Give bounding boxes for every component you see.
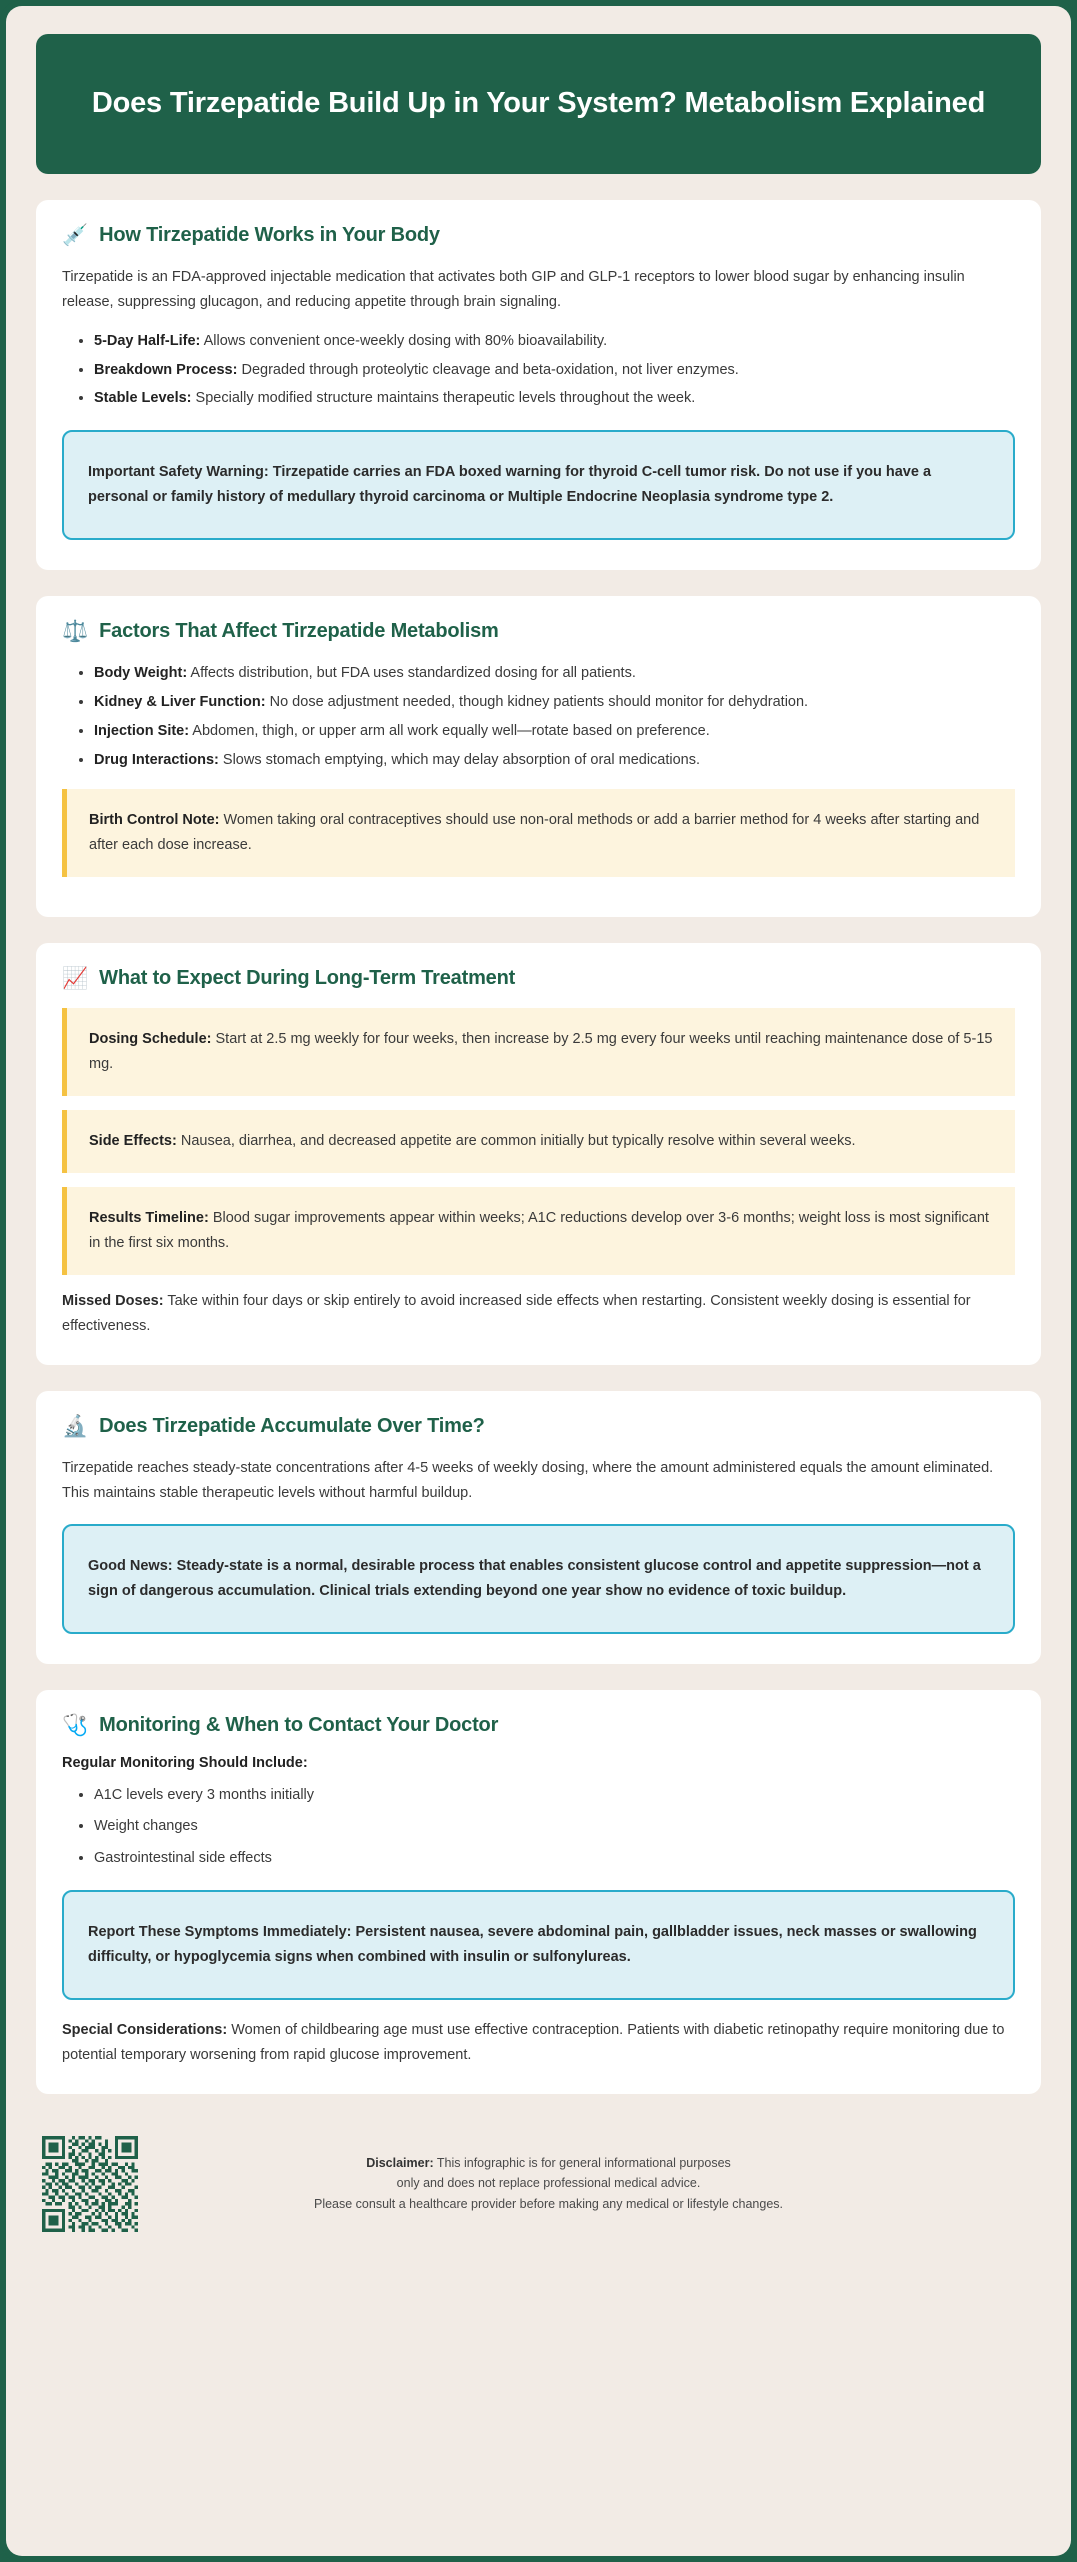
chart-increasing-icon: 📈 [62, 967, 89, 991]
paragraph-text: Women of childbearing age must use effective contraception. Patients with diabetic retinopathy require monitoring due to potential temporary worsening from rapid glucose improvement. [62, 2021, 1005, 2063]
paragraph-label: Special Considerations: [62, 2021, 228, 2038]
microscope-icon: 🔬 [62, 1414, 89, 1438]
bullet-label: Kidney & Liver Function: [94, 693, 266, 710]
disclaimer-line-3: Please consult a healthcare provider before making any medical or lifestyle changes. [313, 2196, 783, 2211]
callout-text: Important Safety Warning: Tirzepatide carries an FDA boxed warning for thyroid C-cell tumor risk. Do not use if you have a personal or family history of medullary thyroid carcinoma or Multiple Endocrine Neoplasia syndrome type 2. [88, 464, 932, 506]
section-intro-paragraph: Tirzepatide reaches steady-state concentrations after 4-5 weeks of weekly dosing, where the amount administered equals the amount eliminated. This maintains stable therapeutic levels without harmful buildup. [62, 1459, 994, 1501]
section-card-accumulation [36, 1391, 1041, 1664]
list-item [94, 661, 1015, 687]
section-card-monitoring [36, 1690, 1041, 2094]
callout-body: Start at 2.5 mg weekly for four weeks, then increase by 2.5 mg every four weeks until reaching maintenance dose of 5-15 mg. [89, 1031, 993, 1073]
disclaimer-label: Disclaimer: [366, 2155, 434, 2170]
bullet-list [62, 661, 1015, 773]
list-item [94, 719, 1015, 745]
section-header [62, 1714, 1015, 1737]
list-item [94, 748, 1015, 774]
qr-code [42, 2136, 138, 2232]
bullet-text: Affects distribution, but FDA uses standardized dosing for all patients. [187, 665, 636, 682]
callout-text: Good News: Steady-state is a normal, desirable process that enables consistent glucose control and appetite suppression—not a sign of dangerous accumulation. Clinical trials extending beyond one year show no evidence of toxic buildup. [88, 1557, 981, 1599]
bullet-text: Abdomen, thigh, or upper arm all work equally well—rotate based on preference. [189, 722, 710, 739]
callout-label: Results Timeline: [89, 1210, 209, 1227]
list-item: • Weight changes [94, 1814, 1015, 1840]
callout-body: Nausea, diarrhea, and decreased appetite are common initially but typically resolve within several weeks. [176, 1133, 856, 1150]
bullet-label: Stable Levels: [94, 390, 192, 407]
side-effects-callout [62, 1110, 1015, 1173]
list-item: • Gastrointestinal side effects [94, 1846, 1015, 1872]
list-item [94, 386, 1015, 412]
callout-text [89, 1206, 993, 1256]
monitoring-bullet-list [62, 1783, 1015, 1872]
safety-warning-callout [62, 430, 1015, 540]
bullet-text: No dose adjustment needed, though kidney patients should monitor for dehydration. [265, 693, 809, 710]
disclaimer-line-1-text: This infographic is for general informational purposes [433, 2155, 731, 2170]
callout-body: Women taking oral contraceptives should use non-oral methods or add a barrier method for 4 weeks after starting and after each dose increase. [89, 812, 980, 854]
section-title: What to Expect During Long-Term Treatment [99, 967, 516, 990]
bullet-text: Specially modified structure maintains therapeutic levels throughout the week. [191, 390, 696, 407]
special-considerations-paragraph [62, 2018, 1015, 2068]
syringe-icon: 💉 [62, 224, 89, 247]
bullet-label: Breakdown Process: [94, 361, 238, 378]
birth-control-note-callout [62, 789, 1015, 877]
report-symptoms-callout [62, 1890, 1015, 2000]
list-item [94, 329, 1015, 355]
scales-icon: ⚖️ [62, 620, 89, 644]
disclaimer-text [158, 2153, 1035, 2215]
bullet-label: Drug Interactions: [94, 751, 219, 768]
callout-text [89, 808, 993, 858]
list-item: • A1C levels every 3 months initially [94, 1783, 1015, 1809]
dosing-schedule-callout [62, 1008, 1015, 1096]
disclaimer-line-1 [158, 2153, 939, 2174]
good-news-callout [62, 1524, 1015, 1634]
list-item [94, 358, 1015, 384]
page-title: Does Tirzepatide Build Up in Your System? Metabolism Explained [91, 87, 986, 120]
section-title: Monitoring & When to Contact Your Doctor [99, 1713, 499, 1736]
infographic-body [6, 6, 1071, 2556]
section-title: Does Tirzepatide Accumulate Over Time? [99, 1414, 485, 1437]
section-header [62, 224, 1015, 247]
bullet-list [62, 329, 1015, 412]
list-item [94, 690, 1015, 716]
missed-doses-paragraph [62, 1289, 1015, 1339]
section-header [62, 620, 1015, 643]
footer [36, 2120, 1041, 2242]
bullet-text: Slows stomach emptying, which may delay absorption of oral medications. [218, 751, 701, 768]
section-card-metabolism-factors [36, 596, 1041, 917]
header-banner [36, 34, 1041, 174]
section-card-how-it-works [36, 200, 1041, 570]
bullet-text: Degraded through proteolytic cleavage and beta-oxidation, not liver enzymes. [237, 361, 739, 378]
section-header [62, 967, 1015, 990]
section-card-long-term-treatment [36, 943, 1041, 1365]
callout-label: Dosing Schedule: [89, 1031, 212, 1048]
section-title: Factors That Affect Tirzepatide Metabolism [99, 620, 499, 643]
section-header [62, 1415, 1015, 1438]
callout-label: Side Effects: [89, 1133, 177, 1150]
bullet-label: Injection Site: [94, 722, 190, 739]
disclaimer-line-2: only and does not replace professional medical advice. [396, 2176, 701, 2191]
bullet-label: Body Weight: [94, 665, 188, 682]
results-timeline-callout [62, 1187, 1015, 1275]
paragraph-label: Missed Doses: [62, 1292, 164, 1309]
callout-text [89, 1129, 993, 1154]
paragraph-text: Take within four days or skip entirely to avoid increased side effects when restarting. Consistent weekly dosing is essential for effectiveness. [62, 1292, 971, 1334]
section-title: How Tirzepatide Works in Your Body [99, 224, 440, 246]
monitoring-subheading: Regular Monitoring Should Include: [62, 1754, 308, 1771]
callout-text: Report These Symptoms Immediately: Persistent nausea, severe abdominal pain, gallbladder issues, neck masses or swallowing difficulty, or hypoglycemia signs when combined with insulin or sulfonylureas. [88, 1923, 977, 1965]
bullet-text: Allows convenient once-weekly dosing with 80% bioavailability. [200, 332, 608, 349]
callout-label: Birth Control Note: [89, 812, 220, 829]
stethoscope-icon: 🩺 [62, 1713, 89, 1737]
callout-text [89, 1027, 993, 1077]
section-intro-paragraph: Tirzepatide is an FDA-approved injectable medication that activates both GIP and GLP-1 receptors to lower blood sugar by enhancing insulin release, suppressing glucagon, and reducing appetite through brain signaling. [62, 269, 965, 310]
callout-body: Blood sugar improvements appear within weeks; A1C reductions develop over 3-6 months; weight loss is most significant in the first six months. [89, 1210, 989, 1251]
bullet-label: 5-Day Half-Life: [94, 332, 201, 349]
